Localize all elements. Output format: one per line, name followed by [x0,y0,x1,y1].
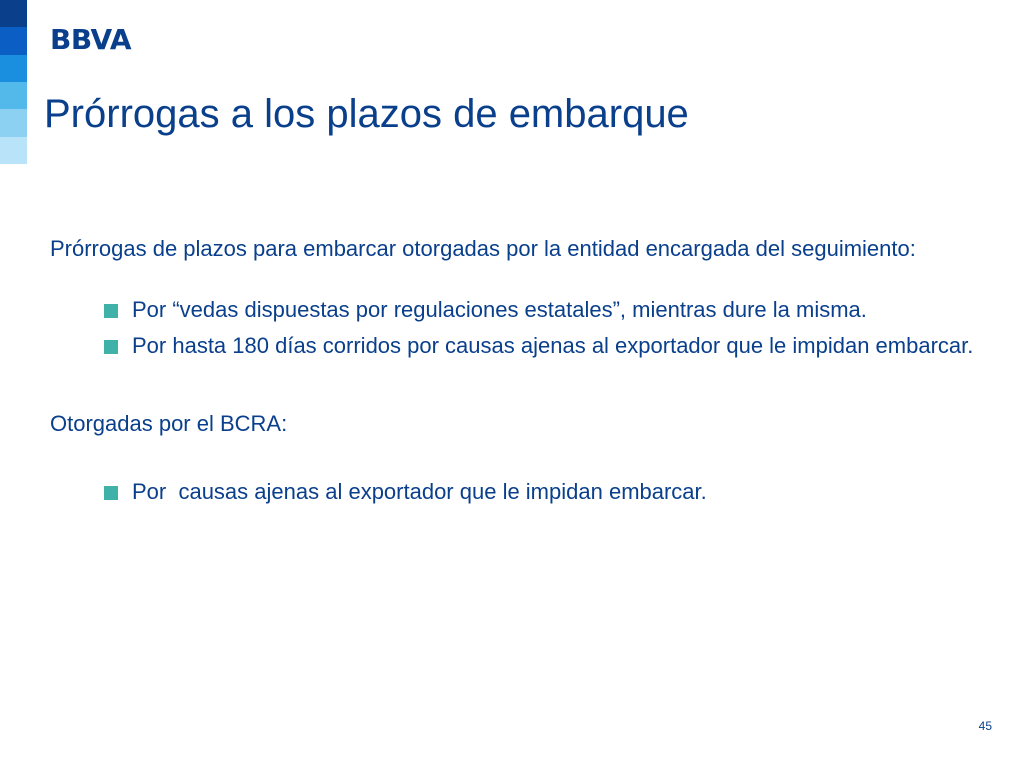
bullet-item [50,477,1010,507]
bullet-text: Por causas ajenas al exportador que le impidan embarcar. [132,479,707,504]
stripe-block [0,82,27,109]
section1-bullet-list [50,295,1010,361]
page-number: 45 [978,719,992,733]
bullet-item [50,331,1010,361]
stripe-block [0,137,27,164]
bbva-logo: BBVA [50,23,131,56]
bullet-text: Por “vedas dispuestas por regulaciones estatales”, mientras dure la misma. [132,297,867,322]
stripe-block [0,109,27,136]
slide-title: Prórrogas a los plazos de embarque [44,92,689,136]
square-bullet-icon [104,304,118,318]
bullet-item [50,295,1010,325]
square-bullet-icon [104,486,118,500]
brand-color-stripe [0,0,27,164]
square-bullet-icon [104,340,118,354]
stripe-block [0,27,27,54]
stripe-block [0,55,27,82]
section1-intro: Prórrogas de plazos para embarcar otorgadas por la entidad encargada del seguimiento: [50,236,916,261]
stripe-block [0,0,27,27]
slide-body [50,228,1010,507]
section2-intro: Otorgadas por el BCRA: [50,411,288,436]
section2-bullet-list [50,477,1010,507]
bullet-text: Por hasta 180 días corridos por causas ajenas al exportador que le impidan embarcar. [132,333,974,358]
